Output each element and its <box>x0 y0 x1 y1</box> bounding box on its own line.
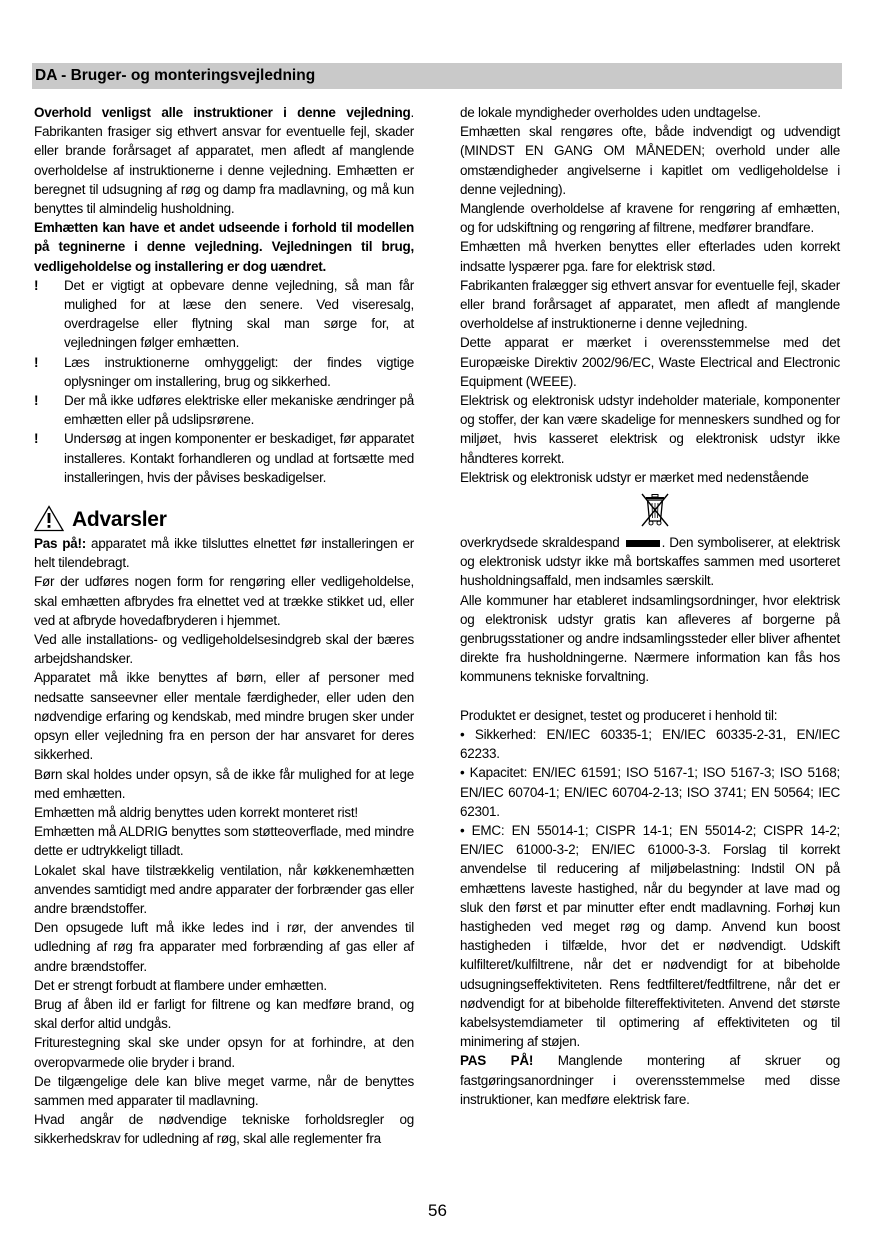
warning-paragraph: Brug af åben ild er farligt for filtrene og kan medføre brand, og skal derfor altid undgås. <box>34 996 414 1032</box>
paragraph: Elektrisk og elektronisk udstyr indeholder materiale, komponenter og stoffer, der kan være skadelige for menneskers sundhed og for miljøet, hvis kasseret elektrisk og elektronisk udstyr ikke håndteres korrekt. <box>460 393 840 466</box>
paragraph: de lokale myndigheder overholdes uden undtagelse. <box>460 105 761 120</box>
weee-paragraph: overkrydsede skraldespand . Den symboliserer, at elektrisk og elektronisk udstyr ikke må bortskaffes sammen med usorteret husholdningsaffald, men indsamles særskilt. <box>460 535 840 589</box>
intro-bold: Overhold venligst alle instruktioner i denne vejledning <box>34 105 411 120</box>
warning-paragraph: Ved alle installations- og vedligeholdelsesindgreb skal der bæres arbejdshandsker. <box>34 632 414 667</box>
crossed-out-bin-icon <box>638 491 672 529</box>
warning-paragraph: Emhætten må aldrig benyttes uden korrekt monteret rist! <box>34 804 358 820</box>
list-item-text: Det er vigtigt at opbevare denne vejledning, så man får mulighed for at læse den senere. Ved viseresalg, overdragelse eller flytning skal man sørge for, at vejledningen følger emhætten. <box>64 277 414 351</box>
paragraph: Alle kommuner har etableret indsamlingsordninger, hvor elektrisk og elektronisk udstyr gratis kan afleveres af borgerne på genbrugsstationer og andre indsamlingssteder eller bliver afhentet direkte fra husholdningerne. Nærmere information kan fås hos kommunens tekniske forvaltning. <box>460 592 840 685</box>
warning-paragraph: Friturestegning skal ske under opsyn for at forhindre, at den overopvarmede olie bryder i brand. <box>34 1035 414 1070</box>
paragraph: Emhætten skal rengøres ofte, både indvendigt og udvendigt (MINDST EN GANG OM MÅNEDEN; overhold under alle omstændigheder angivelserne i kapitlet om vedligeholdelse i denne vejledning). <box>460 124 840 197</box>
model-note: Emhætten kan have et andet udseende i forhold til modellen på tegninerne i denne vejledning. Vejledningen til brug, vedligeholdelse og installering er dog uændret. <box>34 220 414 274</box>
paragraph: Manglende overholdelse af kravene for rengøring af emhætten, og for udskiftning og rengøring af filtrene, medfører brandfare. <box>460 201 840 236</box>
warning-paragraph: Hvad angår de nødvendige tekniske forholdsregler og sikkerhedskrav for udledning af røg, skal alle reglementer fra <box>34 1112 414 1147</box>
list-item-text: Undersøg at ingen komponenter er beskadiget, før apparatet installeres. Kontakt forhandleren og undlad at fortsætte med installeringen, hvis der påvises beskadigelser. <box>64 431 414 485</box>
list-item <box>34 353 414 391</box>
intro-paragraph <box>34 103 414 218</box>
final-warning: PAS PÅ! Manglende montering af skruer og fastgøringsanordninger i overensstemmelse med disse instruktioner, kan medføre elektrisk fare. <box>460 1053 840 1107</box>
paragraph: Fabrikanten fralægger sig ethvert ansvar for eventuelle fejl, skader eller brand forårsaget af apparatet, men afledt af manglende overholdelse af instruktionerne i denne vejledning. <box>460 277 840 332</box>
paragraph: Produktet er designet, testet og produceret i henhold til: <box>460 707 778 723</box>
warning-paragraph: Det er strengt forbudt at flambere under emhætten. <box>34 977 327 993</box>
exclamation-mark: ! <box>34 277 39 293</box>
warning-paragraph: Den opsugede luft må ikke ledes ind i rør, der anvendes til udledning af røg fra apparater med forbrænding af gas eller af andre brændstoffer. <box>34 920 414 974</box>
paragraph: Emhætten må hverken benyttes eller efterlades uden korrekt indsatte lyspærer pga. fare for elektrisk stød. <box>460 239 840 274</box>
warning-triangle-icon <box>34 505 64 532</box>
list-item-text: Læs instruktionerne omhyggeligt: der findes vigtige oplysninger om installering, brug og sikkerhed. <box>64 354 414 389</box>
section-title: DA - Bruger- og monteringsvejledning <box>35 67 316 84</box>
black-bar-icon <box>626 540 660 547</box>
paragraph: Dette apparat er mærket i overensstemmelse med det Europæiske Direktiv 2002/96/EC, Waste Electrical and Electronic Equipment (WEEE). <box>460 335 840 389</box>
warnings-heading <box>34 505 414 532</box>
left-column <box>34 103 414 1149</box>
warning-paragraph: Pas på!: apparatet må ikke tilsluttes elnettet før installeringen er helt tilendebragt. <box>34 536 414 571</box>
warning-paragraph: De tilgængelige dele kan blive meget varme, når de benyttes sammen med apparater til madlavning. <box>34 1073 414 1108</box>
page-number: 56 <box>428 1201 447 1220</box>
list-item <box>34 391 414 429</box>
warnings-title: Advarsler <box>72 508 167 532</box>
weee-symbol-row <box>460 487 840 533</box>
standards-item: • EMC: EN 55014-1; CISPR 14-1; EN 55014-2; CISPR 14-2; EN/IEC 61000-3-2; EN/IEC 61000-3-3. Forslag til korrekt anvendelse til reducering af miljøbelastning: Indstil ON på emhættens laveste hastighed, når du begynder at lave mad og sluk den først et par minutter efter endt madlavning. Forhøj kun hastigheden ved meget røg og damp. Anvend kun boost hastigheden i tilfælde, hvor det er nødvendigt. Udskift kulfilteret/kulfiltrene, når det er nødvendigt for at bibeholde udsugningseffektiviteten. Rens fedtfilteret/fedtfiltrene, når det er nødvendigt for at bibeholde filtereffektiviteten. Anvend det største kabelsystemdiameter til optimering af effektiviteten og til minimering af støjen. <box>460 822 840 1050</box>
exclamation-mark: ! <box>34 431 39 447</box>
standards-item: • Sikkerhed: EN/IEC 60335-1; EN/IEC 60335-2-31, EN/IEC 62233. <box>460 726 840 762</box>
standards-item: • Kapacitet: EN/IEC 61591; ISO 5167-1; ISO 5167-3; ISO 5168; EN/IEC 60704-1; EN/IEC 60704-2-13; ISO 3741; EN 50564; IEC 62301. <box>460 765 840 819</box>
warning-paragraph: Lokalet skal have tilstrækkelig ventilation, når køkkenemhætten anvendes samtidigt med andre apparater der forbrænder gas eller andre brændstoffer. <box>34 862 414 916</box>
list-item <box>34 429 414 487</box>
right-column <box>460 103 840 1109</box>
list-item-text: Der må ikke udføres elektriske eller mekaniske ændringer på emhætten eller på udslipsrørene. <box>64 393 414 428</box>
section-header <box>32 63 842 89</box>
warning-paragraph: Apparatet må ikke benyttes af børn, eller af personer med nedsatte sanseevner eller mentale færdigheder, eller uden den nødvendige erfaring og kendskab, med mindre brugen sker under opsyn eller vejledning fra en person der har ansvaret for deres sikkerhed. <box>34 670 414 763</box>
warning-paragraph: Børn skal holdes under opsyn, så de ikke får mulighed for at lege med emhætten. <box>34 766 414 801</box>
paragraph: Elektrisk og elektronisk udstyr er mærket med nedenstående <box>460 469 809 485</box>
list-item <box>34 276 414 353</box>
warning-paragraph: Emhætten må ALDRIG benyttes som støtteoverflade, med mindre dette er udtrykkeligt tilladt. <box>34 824 414 859</box>
intro-text: . Fabrikanten frasiger sig ethvert ansvar for eventuelle fejl, skader eller brande forårsaget af apparatet, men afledt af manglende overholdelse af instruktionerne i denne vejledning. Emhætten er beregnet til udsugning af røg og damp fra madlavning, og må kun benyttes til almindelig husholdning. <box>34 105 414 217</box>
exclamation-mark: ! <box>34 354 39 370</box>
exclamation-mark: ! <box>34 393 39 409</box>
warning-paragraph: Før der udføres nogen form for rengøring eller vedligeholdelse, skal emhætten afbrydes fra elnettet ved at trække stikket ud, eller ved at afbryde hovedafbryderen i hjemmet. <box>34 574 414 628</box>
